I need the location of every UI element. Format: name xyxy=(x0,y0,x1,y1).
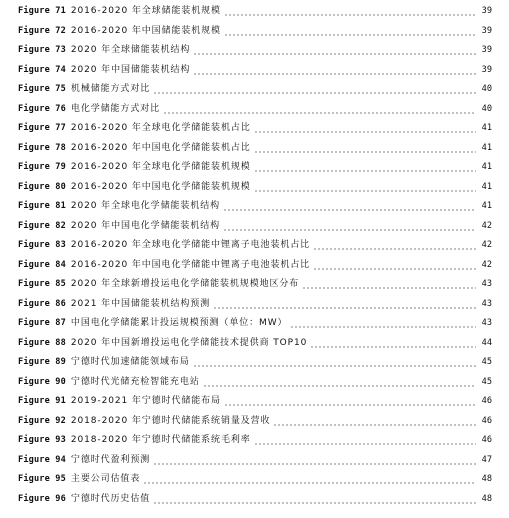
figure-title: 2020 年中国电化学储能装机结构 xyxy=(70,220,220,231)
dot-leader xyxy=(153,456,476,465)
toc-entry[interactable] xyxy=(18,61,492,81)
figure-title: 2016-2020 年全球电化学储能装机占比 xyxy=(70,123,251,134)
figure-label: Figure 84 xyxy=(18,259,66,270)
figure-title: 2018-2020 年宁德时代储能系统销量及营收 xyxy=(70,415,271,426)
figure-label: Figure 77 xyxy=(18,123,66,134)
toc-entry[interactable] xyxy=(18,353,492,373)
figure-label: Figure 94 xyxy=(18,454,66,465)
figure-label: Figure 71 xyxy=(18,6,66,17)
dot-leader xyxy=(254,183,476,192)
figure-title: 2020 年全球储能装机结构 xyxy=(70,45,191,56)
toc-entry[interactable] xyxy=(18,197,492,217)
dot-leader xyxy=(153,495,476,504)
figure-label: Figure 95 xyxy=(18,474,66,485)
figure-title: 2016-2020 年中国储能装机规模 xyxy=(70,25,221,36)
page-number: 48 xyxy=(481,493,492,504)
figure-label: Figure 85 xyxy=(18,279,66,290)
page-number: 41 xyxy=(481,123,492,134)
page-number: 48 xyxy=(481,474,492,485)
toc-entry[interactable] xyxy=(18,373,492,393)
dot-leader xyxy=(254,144,476,153)
figure-title: 2016-2020 年中国电化学储能中锂离子电池装机占比 xyxy=(70,259,311,270)
toc-entry[interactable] xyxy=(18,100,492,120)
page-number: 41 xyxy=(481,201,492,212)
toc-entry[interactable] xyxy=(18,178,492,198)
toc-entry[interactable] xyxy=(18,392,492,412)
figure-label: Figure 92 xyxy=(18,415,66,426)
figure-label: Figure 88 xyxy=(18,337,66,348)
figure-label: Figure 90 xyxy=(18,376,66,387)
figure-label: Figure 82 xyxy=(18,220,66,231)
page-number: 42 xyxy=(481,240,492,251)
toc-entry[interactable] xyxy=(18,451,492,471)
figure-label: Figure 75 xyxy=(18,84,66,95)
dot-leader xyxy=(313,241,476,250)
toc-entry[interactable] xyxy=(18,80,492,100)
toc-entry[interactable] xyxy=(18,22,492,42)
dot-leader xyxy=(213,300,476,309)
figure-label: Figure 76 xyxy=(18,103,66,114)
page-number: 47 xyxy=(481,454,492,465)
figure-label: Figure 72 xyxy=(18,25,66,36)
page-number: 41 xyxy=(481,162,492,173)
toc-entry[interactable] xyxy=(18,490,492,510)
dot-leader xyxy=(153,85,476,94)
figure-title: 中国电化学储能累计投运规模预测（单位：MW） xyxy=(70,318,288,329)
dot-leader xyxy=(310,339,476,348)
figure-label: Figure 80 xyxy=(18,181,66,192)
figure-title: 电化学储能方式对比 xyxy=(70,103,161,114)
page-number: 43 xyxy=(481,318,492,329)
dot-leader xyxy=(224,27,476,36)
page-number: 40 xyxy=(481,103,492,114)
page-number: 43 xyxy=(481,298,492,309)
figure-label: Figure 86 xyxy=(18,298,66,309)
toc-entry[interactable] xyxy=(18,236,492,256)
page-number: 46 xyxy=(481,415,492,426)
figure-label: Figure 87 xyxy=(18,318,66,329)
page-number: 45 xyxy=(481,376,492,387)
dot-leader xyxy=(254,163,476,172)
dot-leader xyxy=(254,124,476,133)
figure-title: 2020 年全球电化学储能装机结构 xyxy=(70,201,220,212)
figure-label: Figure 91 xyxy=(18,396,66,407)
figure-title: 2020 年中国储能装机结构 xyxy=(70,64,191,75)
page-number: 44 xyxy=(481,337,492,348)
page-number: 39 xyxy=(481,25,492,36)
figure-title: 机械储能方式对比 xyxy=(70,84,151,95)
toc-entry[interactable] xyxy=(18,470,492,490)
toc-entry[interactable] xyxy=(18,119,492,139)
dot-leader xyxy=(290,319,476,328)
figure-label: Figure 96 xyxy=(18,493,66,504)
dot-leader xyxy=(224,7,476,16)
figure-title: 2020 年中国新增投运电化学储能技术提供商 TOP10 xyxy=(70,337,308,348)
dot-leader xyxy=(302,280,476,289)
page-number: 41 xyxy=(481,181,492,192)
dot-leader xyxy=(193,46,476,55)
toc-entry[interactable] xyxy=(18,295,492,315)
figure-label: Figure 73 xyxy=(18,45,66,56)
figure-label: Figure 74 xyxy=(18,64,66,75)
page-number: 41 xyxy=(481,142,492,153)
toc-entry[interactable] xyxy=(18,314,492,334)
page-number: 42 xyxy=(481,259,492,270)
toc-entry[interactable] xyxy=(18,217,492,237)
figure-label: Figure 89 xyxy=(18,357,66,368)
figure-list xyxy=(18,2,492,509)
figure-title: 2019-2021 年宁德时代储能布局 xyxy=(70,396,221,407)
dot-leader xyxy=(224,397,476,406)
toc-entry[interactable] xyxy=(18,2,492,22)
dot-leader xyxy=(254,436,476,445)
figure-title: 宁德时代历史估值 xyxy=(70,493,151,504)
toc-entry[interactable] xyxy=(18,275,492,295)
page-number: 39 xyxy=(481,64,492,75)
dot-leader xyxy=(193,358,476,367)
toc-entry[interactable] xyxy=(18,158,492,178)
page-number: 46 xyxy=(481,435,492,446)
dot-leader xyxy=(313,261,476,270)
figure-label: Figure 78 xyxy=(18,142,66,153)
dot-leader xyxy=(223,202,476,211)
toc-entry[interactable] xyxy=(18,41,492,61)
figure-label: Figure 79 xyxy=(18,162,66,173)
figure-title: 2016-2020 年全球电化学储能装机规模 xyxy=(70,162,251,173)
figure-title: 宁德时代加速储能领域布局 xyxy=(70,357,190,368)
dot-leader xyxy=(273,417,476,426)
figure-label: Figure 93 xyxy=(18,435,66,446)
page-number: 45 xyxy=(481,357,492,368)
figure-label: Figure 83 xyxy=(18,240,66,251)
toc-entry[interactable] xyxy=(18,139,492,159)
page-number: 39 xyxy=(481,6,492,17)
figure-title: 2021 年中国储能装机结构预测 xyxy=(70,298,211,309)
figure-title: 宁德时代光储充检智能充电站 xyxy=(70,376,200,387)
toc-entry[interactable] xyxy=(18,256,492,276)
figure-title: 2016-2020 年全球储能装机规模 xyxy=(70,6,221,17)
dot-leader xyxy=(223,222,476,231)
toc-entry[interactable] xyxy=(18,334,492,354)
dot-leader xyxy=(203,378,476,387)
figure-title: 2016-2020 年中国电化学储能装机占比 xyxy=(70,142,251,153)
page-number: 42 xyxy=(481,220,492,231)
figure-title: 2016-2020 年中国电化学储能装机规模 xyxy=(70,181,251,192)
dot-leader xyxy=(143,475,476,484)
toc-entry[interactable] xyxy=(18,412,492,432)
page-number: 46 xyxy=(481,396,492,407)
toc-entry[interactable] xyxy=(18,431,492,451)
page-number: 40 xyxy=(481,84,492,95)
page-number: 43 xyxy=(481,279,492,290)
figure-title: 主要公司估值表 xyxy=(70,474,141,485)
dot-leader xyxy=(163,105,476,114)
figure-label: Figure 81 xyxy=(18,201,66,212)
figure-title: 2020 年全球新增投运电化学储能装机规模地区分布 xyxy=(70,279,300,290)
figure-title: 2016-2020 年全球电化学储能中锂离子电池装机占比 xyxy=(70,240,311,251)
dot-leader xyxy=(193,66,476,75)
page-number: 39 xyxy=(481,45,492,56)
figure-title: 宁德时代盈利预测 xyxy=(70,454,151,465)
figure-title: 2018-2020 年宁德时代储能系统毛利率 xyxy=(70,435,251,446)
